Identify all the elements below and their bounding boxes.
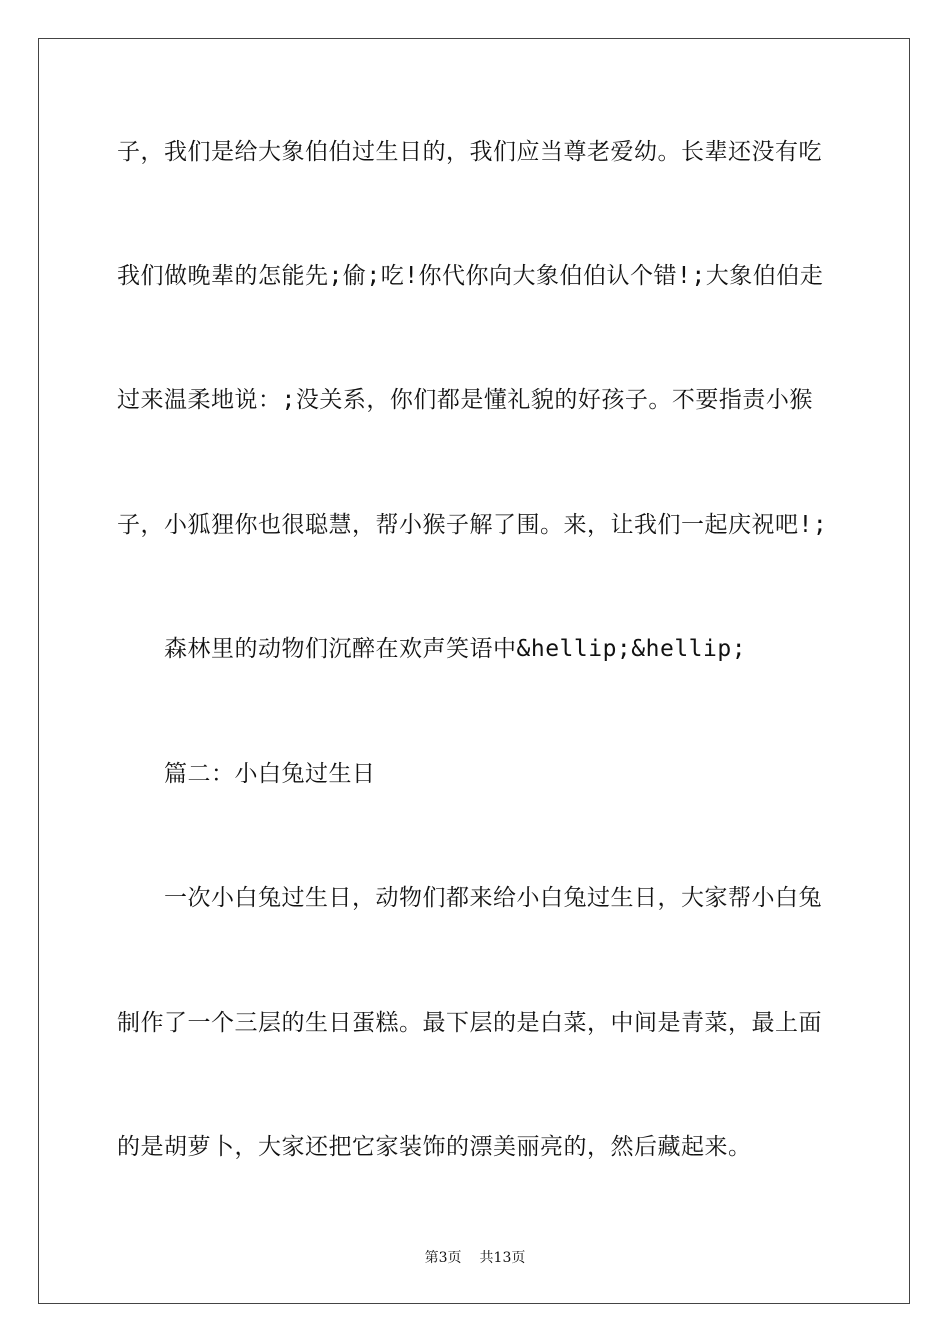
page-footer [0,1247,950,1267]
text-line: 制作了一个三层的生日蛋糕。最下层的是白菜，中间是青菜，最上面 [117,1010,822,1036]
text-line: 过来温柔地说：;没关系，你们都是懂礼貌的好孩子。不要指责小猴 [117,387,813,413]
page-number: 第3页 [424,1250,462,1266]
text-line: 我们做晚辈的怎能先;偷;吃!你代你向大象伯伯认个错!;大象伯伯走 [117,263,824,289]
page-border [38,38,910,1304]
text-line: 子，小狐狸你也很聪慧，帮小猴子解了围。来，让我们一起庆祝吧!; [117,512,828,538]
text-line: 的是胡萝卜，大家还把它家装饰的漂美丽亮的，然后藏起来。 [117,1134,752,1160]
paragraph-line: 森林里的动物们沉醉在欢声笑语中&hellip;&hellip; [164,636,747,662]
section-heading: 篇二：小白兔过生日 [164,761,376,787]
text-line: 子，我们是给大象伯伯过生日的，我们应当尊老爱幼。长辈还没有吃 [117,139,822,165]
page-total: 共13页 [479,1250,526,1266]
paragraph-line: 一次小白兔过生日，动物们都来给小白兔过生日，大家帮小白兔 [164,885,822,911]
